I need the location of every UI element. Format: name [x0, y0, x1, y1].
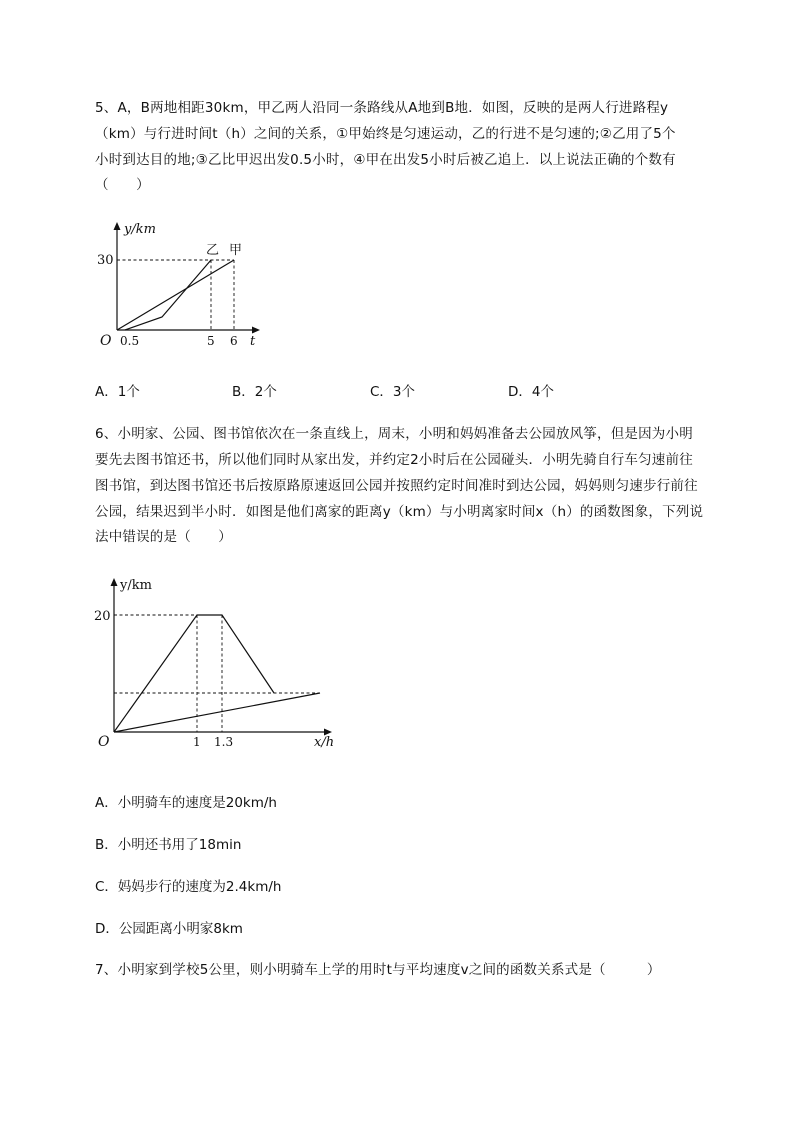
q5-option-d[interactable]: D．4个 [508, 384, 554, 400]
q6-xlabel: x/h [314, 735, 335, 750]
q6-option-a[interactable]: A．小明骑车的速度是20km/h [95, 795, 277, 811]
q6-graph-svg [92, 570, 342, 752]
q5-option-a[interactable]: A．1个 [95, 384, 140, 400]
q5-xtick-0.5: 0.5 [120, 334, 140, 348]
q5-ytick-30: 30 [97, 253, 114, 268]
q5-graph-svg [92, 212, 272, 360]
q5-line-3: 小时到达目的地;③乙比甲迟出发0.5小时，④甲在出发5小时后被乙追上．以上说法正确的个数有 [95, 152, 676, 168]
q6-xtick-1.3: 1.3 [214, 735, 234, 749]
q6-line-4: 公园，结果迟到半小时．如图是他们离家的距离y（km）与小明离家时间x（h）的函数图象，下列说 [95, 504, 704, 520]
q6-line-mama [114, 693, 320, 732]
q6-option-c[interactable]: C．妈妈步行的速度为2.4km/h [95, 879, 282, 895]
q6-line-xiaoming [114, 615, 274, 732]
q6-ytick-20: 20 [94, 609, 111, 624]
q6-graph [92, 570, 342, 756]
q5-origin: O [100, 333, 112, 349]
q5-graph [92, 212, 272, 364]
q6-xtick-1: 1 [193, 735, 201, 749]
q6-line-3: 图书馆，到达图书馆还书后按原路原速返回公园并按照约定时间准时到达公园，妈妈则匀速步行前往 [95, 478, 698, 494]
q5-line-jia [117, 260, 234, 330]
q5-xtick-6: 6 [230, 334, 238, 348]
q6-line-1: 6、小明家、公园、图书馆依次在一条直线上，周末，小明和妈妈准备去公园放风筝，但是因为小明 [95, 426, 693, 442]
q6-option-b[interactable]: B．小明还书用了18min [95, 837, 242, 853]
q6-line-5: 法中错误的是（ ） [95, 529, 232, 545]
q5-x-arrow [252, 327, 260, 334]
q6-ylabel: y/km [120, 578, 152, 593]
q5-xlabel: t [250, 334, 256, 349]
q5-ylabel: y/km [124, 222, 156, 237]
q5-xtick-5: 5 [207, 334, 215, 348]
q5-y-arrow [114, 222, 121, 230]
q5-label-jia: 甲 [229, 243, 243, 258]
q5-line-2: （km）与行进时间t（h）之间的关系，①甲始终是匀速运动，乙的行进不是匀速的;②乙用了5个 [95, 126, 676, 142]
q6-line-2: 要先去图书馆还书，所以他们同时从家出发，并约定2小时后在公园碰头．小明先骑自行车匀速前往 [95, 452, 693, 468]
q7-line-1: 7、小明家到学校5公里，则小明骑车上学的用时t与平均速度v之间的函数关系式是（ ） [95, 962, 661, 978]
q5-line-yi [125, 260, 211, 330]
q5-label-yi: 乙 [206, 243, 220, 258]
q5-line-1: 5、A，B两地相距30km，甲乙两人沿同一条路线从A地到B地．如图，反映的是两人行进路程y [95, 100, 669, 116]
q6-y-arrow [111, 578, 118, 586]
q6-origin: O [98, 734, 110, 750]
q6-option-d[interactable]: D．公园距离小明家8km [95, 921, 243, 937]
q5-option-b[interactable]: B．2个 [232, 384, 277, 400]
q5-option-c[interactable]: C．3个 [370, 384, 416, 400]
q5-line-4: （ ） [95, 177, 150, 193]
